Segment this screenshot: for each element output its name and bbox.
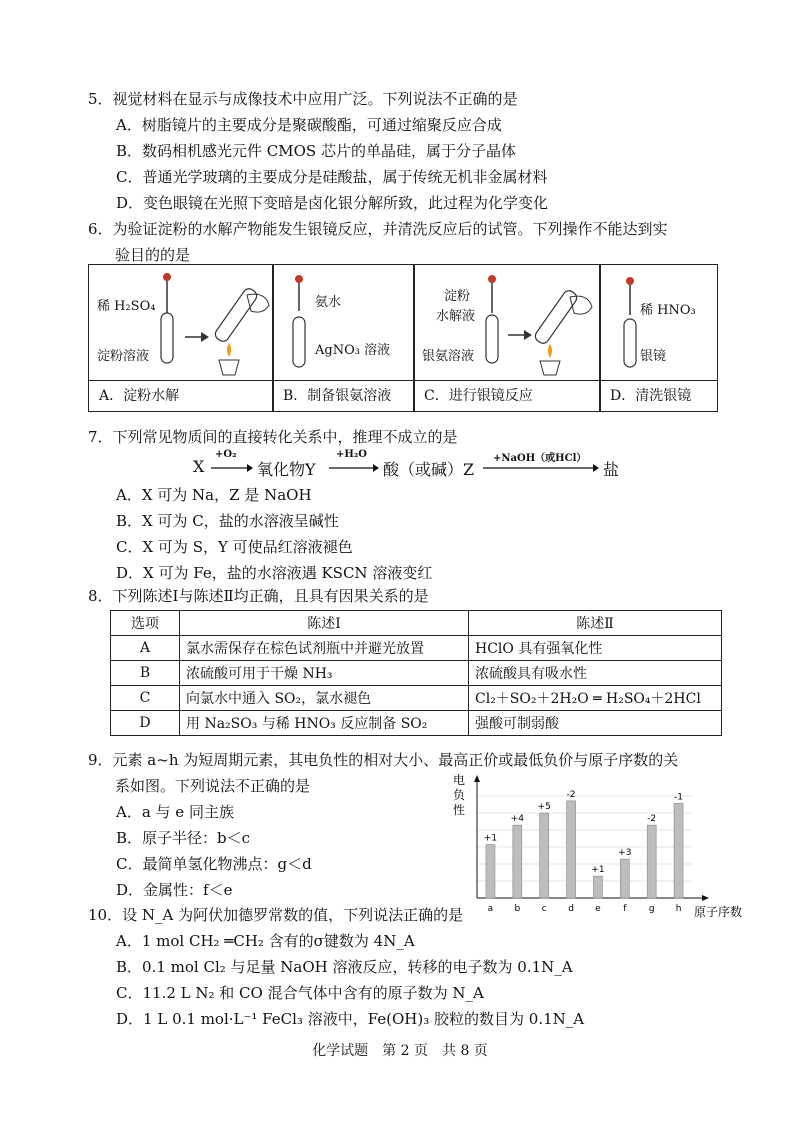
starch-hydrolysis-apparatus-icon xyxy=(89,265,275,383)
option-a: A．树脂镜片的主要成分是聚碳酸酯，可通过缩聚反应合成 xyxy=(116,116,502,134)
question-stem: 9．元素 a~h 为短周期元素，其电负性的相对大小、最高正价或最低负价与原子序数的关 xyxy=(88,751,679,769)
x-tick-label: e xyxy=(595,904,601,914)
bar xyxy=(486,845,495,898)
question-10 xyxy=(88,902,728,1032)
table-cell: 用 Na₂SO₃ 与稀 HNO₃ 反应制备 SO₂ xyxy=(180,711,469,736)
eq-arrow1-label: +O₂ xyxy=(215,449,237,460)
bar-data-label: -2 xyxy=(566,789,576,800)
q8-statement-table xyxy=(110,610,722,736)
table-cell: 浓硫酸具有吸水性 xyxy=(469,661,722,686)
table-cell: 氯水需保存在棕色试剂瓶中并避光放置 xyxy=(180,636,469,661)
label-dilute-h2so4: 稀 H₂SO₄ xyxy=(97,299,156,314)
table-cell: A xyxy=(111,636,180,661)
question-6 xyxy=(88,216,728,268)
q6-caption-c: C．进行银镜反应 xyxy=(414,380,600,411)
label-dilute-hno3: 稀 HNO₃ xyxy=(640,303,696,318)
chart-canvas xyxy=(447,770,747,920)
eq-arrow3-label: +NaOH（或HCl） xyxy=(493,453,587,464)
table-row xyxy=(111,661,722,686)
ammonia-dropper-tube-icon xyxy=(273,265,416,383)
bar xyxy=(567,801,576,898)
question-stem-cont: 系如图。下列说法不正确的是 xyxy=(115,777,311,795)
option-b: B．0.1 mol Cl₂ 与足量 NaOH 溶液反应，转移的电子数为 0.1N_A xyxy=(116,958,573,976)
q6-cell-d xyxy=(599,264,718,412)
table-cell: D xyxy=(111,711,180,736)
q6-cell-c xyxy=(413,264,601,412)
table-cell: Cl₂＋SO₂＋2H₂O ═ H₂SO₄＋2HCl xyxy=(469,686,722,711)
nitric-acid-dropper-tube-icon xyxy=(600,265,719,383)
page-footer: 化学试题 第 2 页 共 8 页 xyxy=(312,1043,488,1059)
q6-caption-a: A．淀粉水解 xyxy=(89,380,273,411)
question-stem: 8．下列陈述Ⅰ与陈述Ⅱ均正确，且具有因果关系的是 xyxy=(88,587,429,605)
option-a: A．a 与 e 同主族 xyxy=(116,803,234,821)
y-axis-label: 电 xyxy=(453,773,466,787)
label-starch-solution: 淀粉溶液 xyxy=(97,349,150,364)
eq-arrow2-label: +H₂O xyxy=(336,449,367,460)
x-tick-label: d xyxy=(568,904,574,914)
question-8 xyxy=(88,583,728,609)
q7-conversion-equation xyxy=(193,449,633,483)
label-silver-mirror: 银镜 xyxy=(640,349,667,364)
question-stem-cont: 验目的的是 xyxy=(115,246,191,264)
x-tick-label: g xyxy=(648,904,655,914)
question-7-options xyxy=(88,482,728,586)
eq-acid-z: 酸（或碱）Z xyxy=(383,460,475,479)
x-tick-label: f xyxy=(623,904,627,914)
option-b: B．原子半径：b＜c xyxy=(116,829,251,847)
table-header-cell: 陈述Ⅱ xyxy=(469,611,722,636)
y-axis-label: 性 xyxy=(453,803,466,817)
question-stem: 6．为验证淀粉的水解产物能发生银镜反应，并清洗反应后的试管。下列操作不能达到实 xyxy=(88,220,668,238)
option-a: A．X 可为 Na，Z 是 NaOH xyxy=(116,486,312,504)
q6-caption-b: B．制备银氨溶液 xyxy=(273,380,414,411)
bar-data-label: +1 xyxy=(483,833,498,844)
table-header-cell: 陈述Ⅰ xyxy=(180,611,469,636)
table-cell: 向氯水中通入 SO₂，氯水褪色 xyxy=(180,686,469,711)
option-b: B．X 可为 C，盐的水溶液呈碱性 xyxy=(116,512,339,530)
table-header-cell: 选项 xyxy=(111,611,180,636)
option-c: C．X 可为 S，Y 可使品红溶液褪色 xyxy=(116,538,353,556)
silver-mirror-apparatus-icon xyxy=(414,265,602,383)
q6-cell-b xyxy=(272,264,415,412)
q6-caption-d: D．清洗银镜 xyxy=(600,380,717,411)
q6-cell-a xyxy=(88,264,274,412)
bar xyxy=(593,876,602,898)
question-stem: 5．视觉材料在显示与成像技术中应用广泛。下列说法不正确的是 xyxy=(88,90,518,108)
eq-salt: 盐 xyxy=(603,460,620,479)
question-7 xyxy=(88,424,728,450)
option-c: C．11.2 L N₂ 和 CO 混合气体中含有的原子数为 N_A xyxy=(116,984,484,1002)
bar-data-label: +3 xyxy=(618,848,632,859)
table-header-row xyxy=(111,611,722,636)
bar xyxy=(513,825,522,898)
bar xyxy=(620,859,629,898)
bar-data-label: +4 xyxy=(510,814,524,825)
bar xyxy=(540,813,549,898)
option-d: D．1 L 0.1 mol·L⁻¹ FeCl₃ 溶液中，Fe(OH)₃ 胶粒的数目为 0.1N_A xyxy=(116,1010,585,1028)
bar-data-label: -2 xyxy=(647,814,657,825)
bar xyxy=(674,803,683,898)
x-tick-label: h xyxy=(675,904,682,914)
table-row xyxy=(111,636,722,661)
electronegativity-bar-chart xyxy=(447,770,747,920)
arrow-icon xyxy=(483,463,599,473)
eq-oxide-y: 氧化物Y xyxy=(257,460,316,479)
table-row xyxy=(111,686,722,711)
table-cell: C xyxy=(111,686,180,711)
table-row xyxy=(111,711,722,736)
label-agno3-solution: AgNO₃ 溶液 xyxy=(315,343,391,358)
question-stem: 7．下列常见物质间的直接转化关系中，推理不成立的是 xyxy=(88,428,458,446)
question-5 xyxy=(88,86,728,216)
arrow-icon xyxy=(211,463,253,473)
table-cell: 浓硫酸可用于干燥 NH₃ xyxy=(180,661,469,686)
eq-x: X xyxy=(193,457,205,476)
table-cell: B xyxy=(111,661,180,686)
option-c: C．最简单氢化物沸点：g＜d xyxy=(116,855,312,873)
option-b: B．数码相机感光元件 CMOS 芯片的单晶硅，属于分子晶体 xyxy=(116,142,516,160)
x-axis-arrow xyxy=(702,895,709,901)
question-stem: 10．设 N_A 为阿伏加德罗常数的值，下列说法正确的是 xyxy=(88,906,464,924)
arrow-icon xyxy=(329,463,379,473)
label-silver-ammonia: 银氨溶液 xyxy=(422,349,475,364)
y-axis-arrow xyxy=(474,775,480,782)
y-axis-label: 负 xyxy=(453,788,466,802)
table-cell: HClO 具有强氧化性 xyxy=(469,636,722,661)
option-d: D．X 可为 Fe，盐的水溶液遇 KSCN 溶液变红 xyxy=(116,564,433,582)
option-c: C．普通光学玻璃的主要成分是硅酸盐，属于传统无机非金属材料 xyxy=(116,168,548,186)
option-d: D．金属性：f＜e xyxy=(116,881,233,899)
bar-data-label: +1 xyxy=(591,865,605,876)
option-d: D．变色眼镜在光照下变暗是卤化银分解所致，此过程为化学变化 xyxy=(116,194,549,212)
x-tick-label: c xyxy=(541,904,547,914)
bar xyxy=(647,825,656,898)
option-a: A．1 mol CH₂ ═CH₂ 含有的σ键数为 4N_A xyxy=(116,932,415,950)
table-cell: 强酸可制弱酸 xyxy=(469,711,722,736)
x-axis-label: 原子序数 xyxy=(694,905,743,919)
bar-data-label: -1 xyxy=(674,792,684,803)
bar-data-label: +5 xyxy=(537,802,551,812)
label-ammonia-water: 氨水 xyxy=(315,295,342,310)
label-starch: 淀粉 xyxy=(444,289,471,304)
x-tick-label: b xyxy=(514,904,521,914)
x-tick-label: a xyxy=(487,904,494,914)
label-hydrolysate: 水解液 xyxy=(436,309,476,324)
